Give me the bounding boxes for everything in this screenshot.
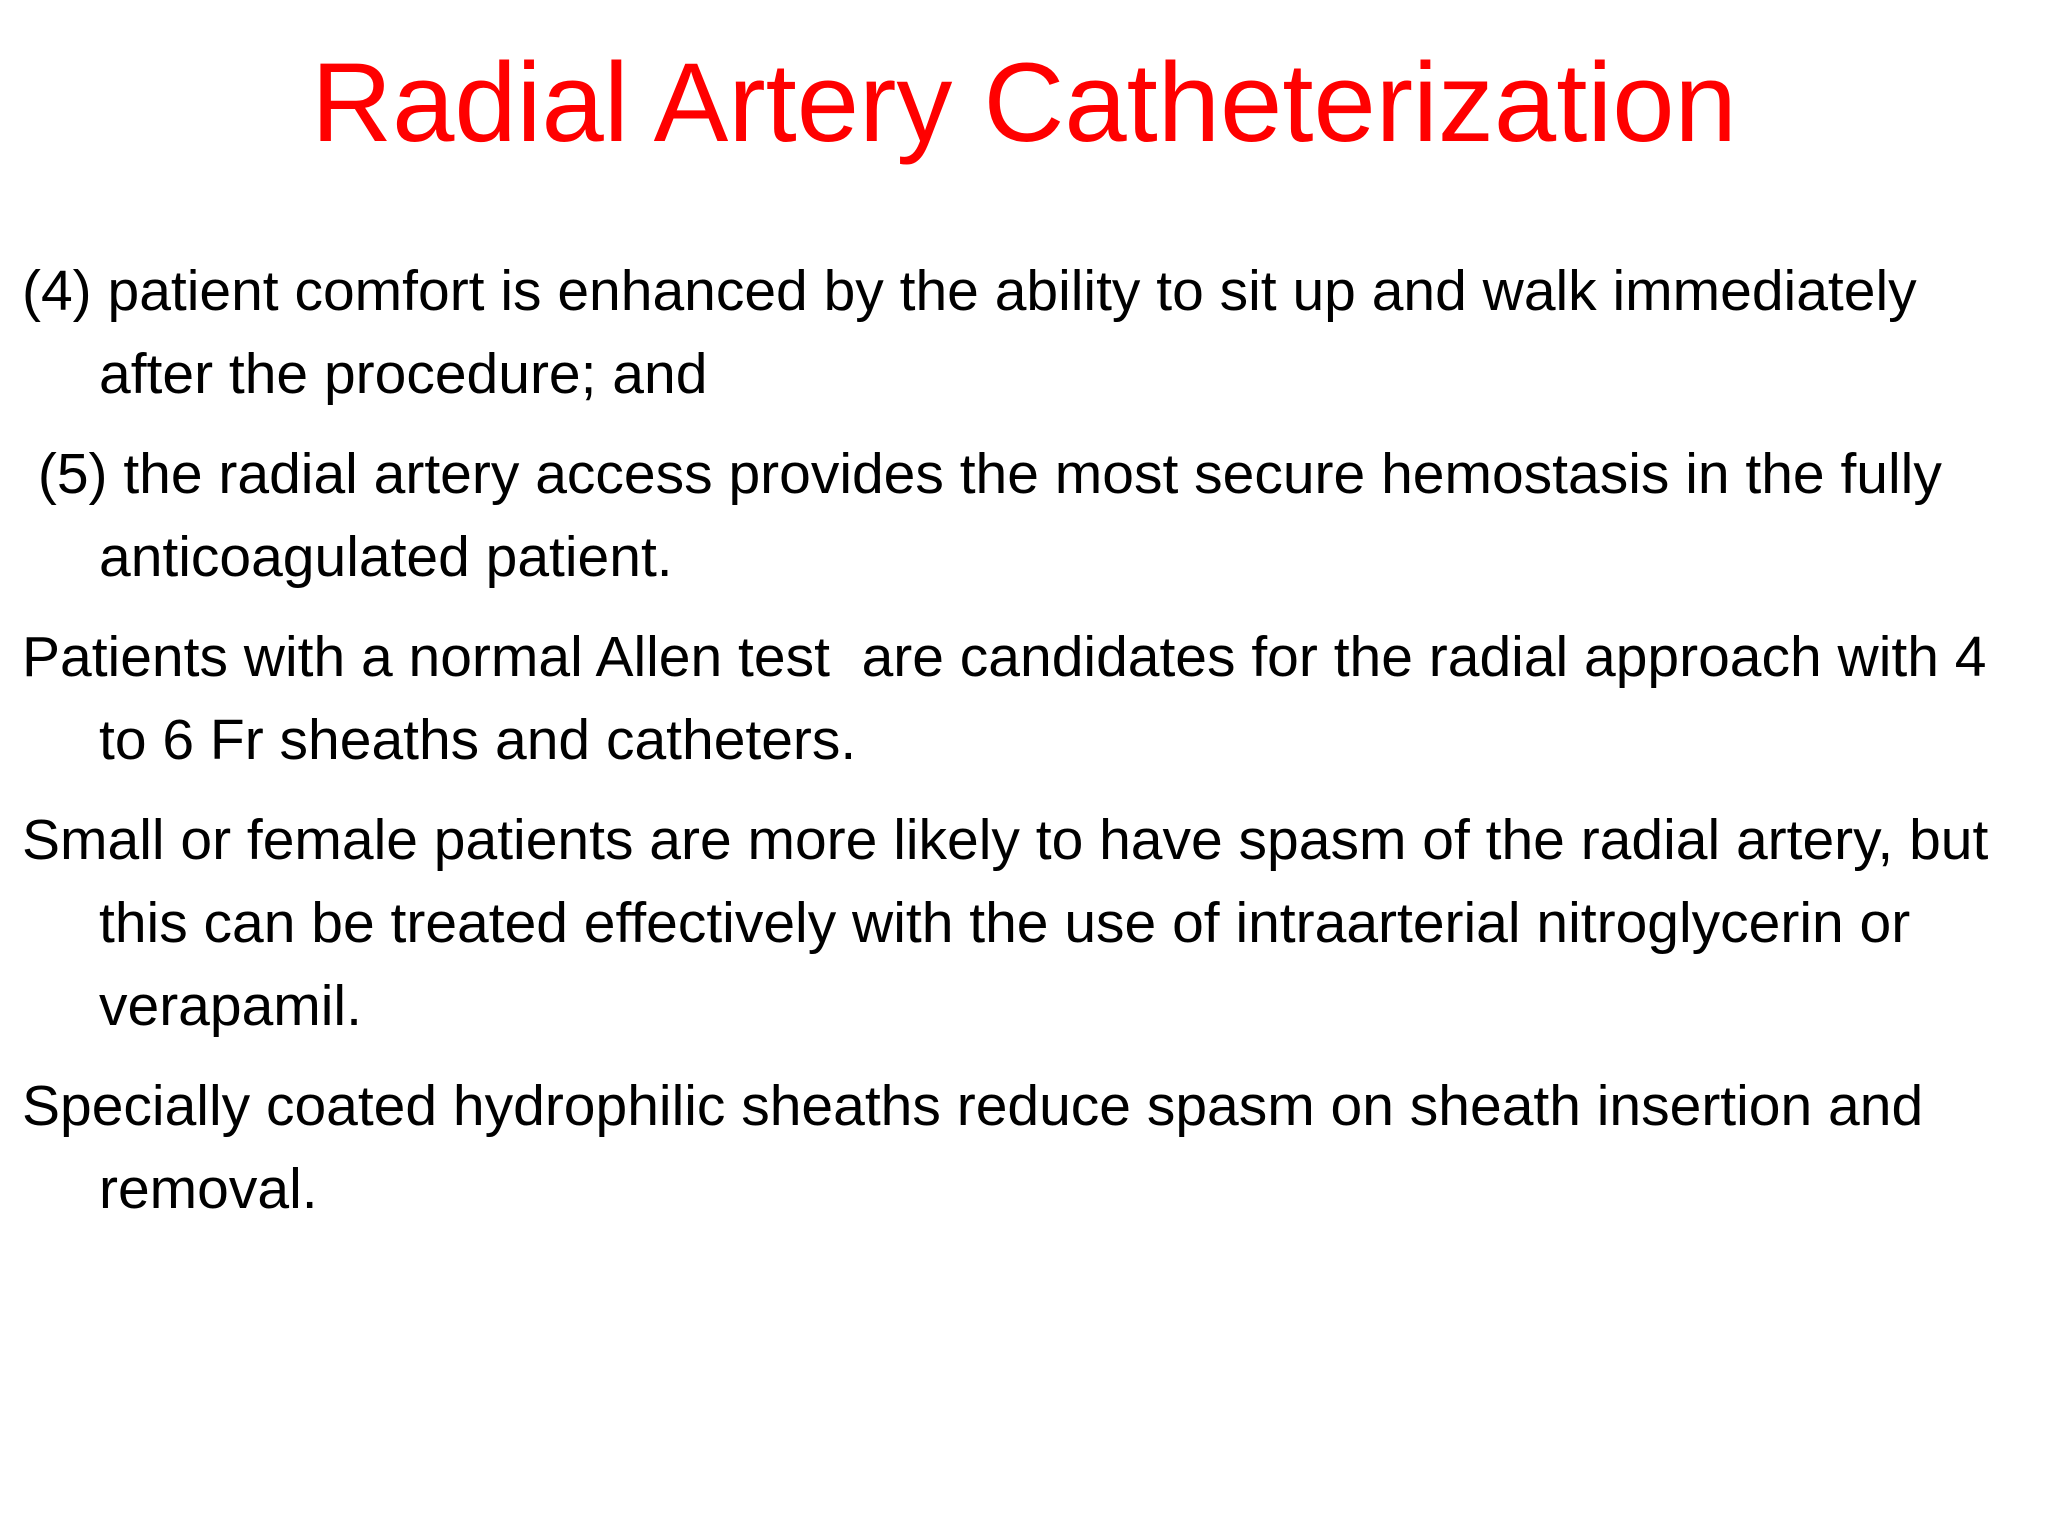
paragraph-patient-comfort: (4) patient comfort is enhanced by the ability to sit up and walk immediately after the procedure; and [22, 259, 1917, 406]
slide-body [22, 250, 2012, 1248]
paragraph-spasm: Small or female patients are more likely to have spasm of the radial artery, but this can be treated effectively with the use of intraarterial nitroglycerin or verapamil. [22, 808, 1989, 1038]
paragraph-allen-test: Patients with a normal Allen test are candidates for the radial approach with 4 to 6 Fr sheaths and catheters. [22, 625, 2003, 772]
paragraph-hydrophilic-sheaths: Specially coated hydrophilic sheaths reduce spasm on sheath insertion and removal. [22, 1074, 1924, 1221]
paragraph-hemostasis: (5) the radial artery access provides the most secure hemostasis in the fully anticoagulated patient. [22, 442, 1958, 589]
slide-title: Radial Artery Catheterization [311, 40, 1737, 165]
